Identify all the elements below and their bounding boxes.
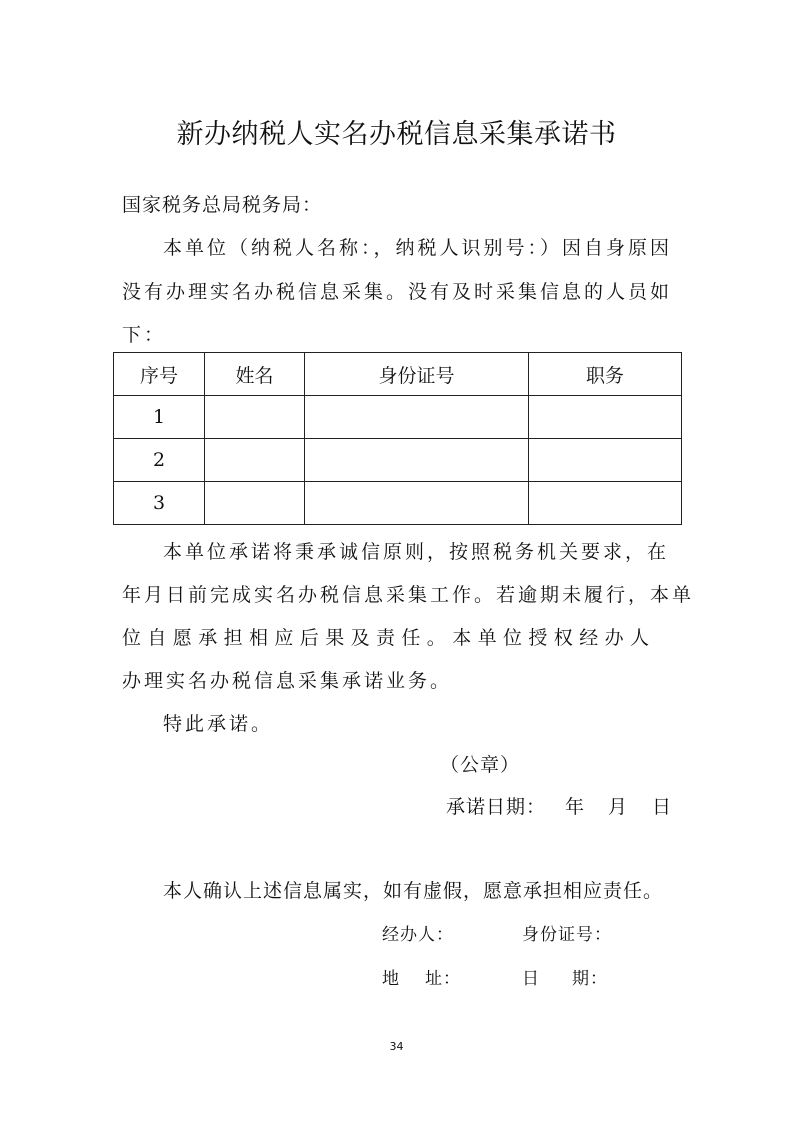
- name-cell[interactable]: [205, 439, 305, 482]
- name-cell[interactable]: [205, 482, 305, 525]
- table-row: [114, 396, 682, 439]
- date-label-part-1: 日: [522, 969, 540, 989]
- commit-date-label: 承诺日期：: [446, 796, 547, 818]
- confirmation-statement: 本人确认上述信息属实，如有虚假，愿意承担相应责任。: [163, 880, 664, 902]
- page-number: 34: [389, 1040, 404, 1053]
- position-cell[interactable]: [529, 396, 682, 439]
- paragraph-2-line-3: 位自愿承担相应后果及责任。本单位授权经办人: [122, 627, 656, 649]
- id-cell[interactable]: [305, 482, 529, 525]
- position-cell[interactable]: [529, 439, 682, 482]
- addressee: 国家税务总局税务局：: [122, 194, 323, 216]
- closing-statement: 特此承诺。: [163, 713, 274, 735]
- paragraph-1-line-3: 下：: [122, 324, 167, 346]
- id-number-label: 身份证号：: [522, 925, 612, 945]
- paragraph-2-line-2: 年月日前完成实名办税信息采集工作。若逾期未履行，本单: [122, 584, 695, 606]
- id-cell[interactable]: [305, 439, 529, 482]
- header-id-number: 身份证号: [305, 353, 529, 396]
- table-row: [114, 439, 682, 482]
- header-name: 姓名: [205, 353, 305, 396]
- date-label-part-2: 期：: [572, 969, 608, 989]
- paragraph-1-line-2: 没有办理实名办税信息采集。没有及时采集信息的人员如: [122, 281, 673, 303]
- name-cell[interactable]: [205, 396, 305, 439]
- header-seq: 序号: [114, 353, 205, 396]
- header-position: 职务: [529, 353, 682, 396]
- agent-label: 经办人：: [382, 925, 454, 945]
- address-label-part-1: 地: [382, 969, 400, 989]
- id-cell[interactable]: [305, 396, 529, 439]
- table-header-row: [114, 353, 682, 396]
- table-row: [114, 482, 682, 525]
- commit-date-month: 月: [608, 796, 629, 818]
- seal-placeholder: （公章）: [440, 754, 521, 776]
- position-cell[interactable]: [529, 482, 682, 525]
- paragraph-1-line-1: 本单位（纳税人名称：，纳税人识别号：）因自身原因: [163, 237, 673, 259]
- personnel-table: [113, 352, 682, 525]
- commit-date-day: 日: [652, 796, 673, 818]
- commit-date-year: 年: [565, 796, 586, 818]
- paragraph-2-line-1: 本单位承诺将秉承诚信原则，按照税务机关要求，在: [163, 541, 670, 563]
- row-number: 3: [114, 482, 205, 525]
- row-number: 1: [114, 396, 205, 439]
- paragraph-2-line-4: 办理实名办税信息采集承诺业务。: [122, 670, 453, 692]
- document-title: 新办纳税人实名办税信息采集承诺书: [176, 119, 617, 150]
- row-number: 2: [114, 439, 205, 482]
- address-label-part-2: 址：: [425, 969, 461, 989]
